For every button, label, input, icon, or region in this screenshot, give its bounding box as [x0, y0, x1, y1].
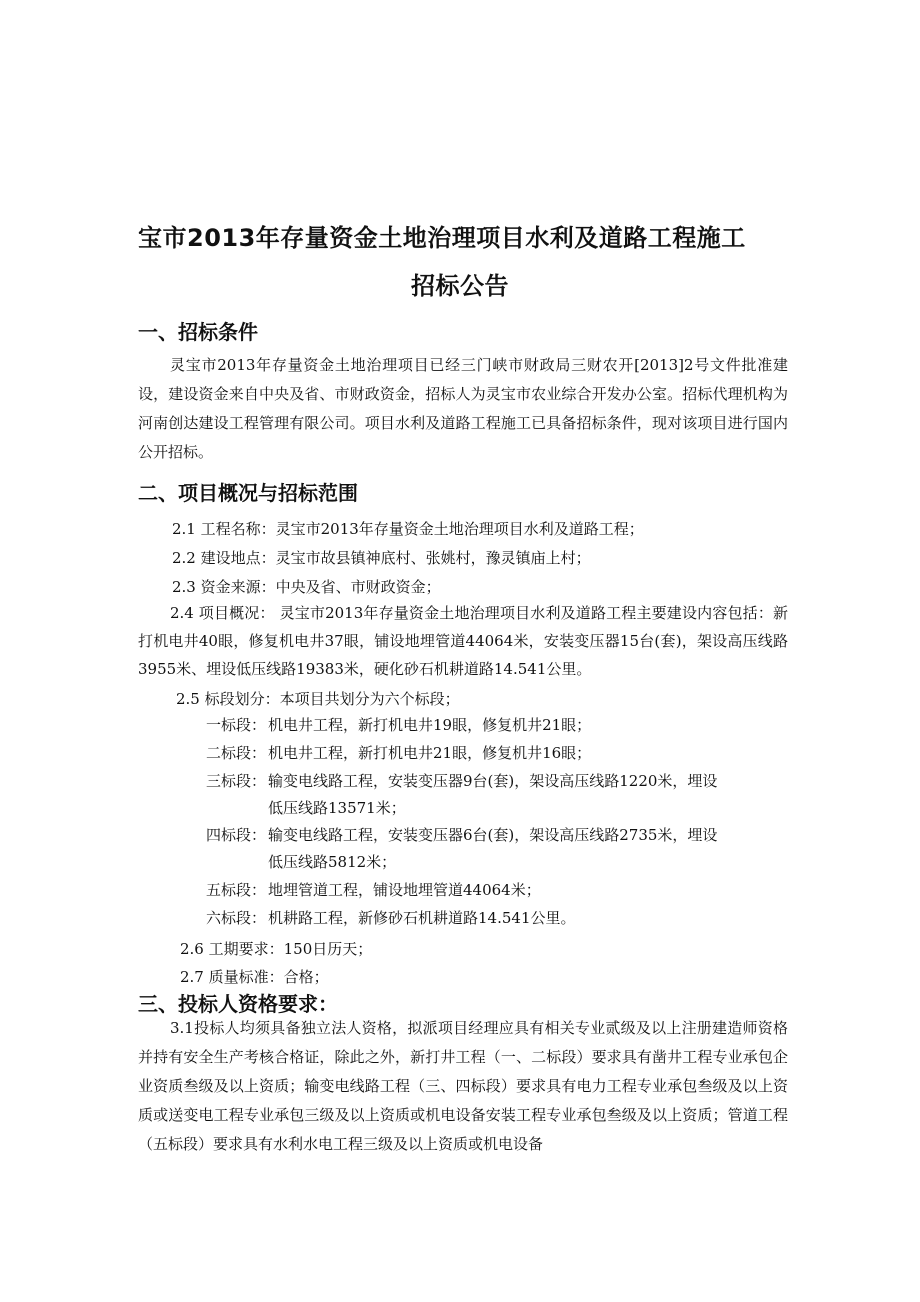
item-2-2: 2.2 建设地点：灵宝市故县镇神底村、张姚村，豫灵镇庙上村； — [172, 549, 591, 567]
item-2-3: 2.3 资金来源：中央及省、市财政资金； — [172, 578, 441, 596]
lot-4 — [206, 822, 726, 876]
document-title-line1: 宝市2013年存量资金土地治理项目水利及道路工程施工 — [138, 224, 746, 252]
lot-label: 四标段： — [206, 826, 267, 844]
section3-heading: 三、投标人资格要求： — [138, 992, 338, 1016]
lot-3 — [206, 768, 726, 822]
item-2-1: 2.1 工程名称：灵宝市2013年存量资金土地治理项目水利及道路工程； — [172, 520, 644, 538]
lot-text: 输变电线路工程，安装变压器6台(套)，架设高压线路2735米，埋设低压线路5812米； — [268, 826, 718, 871]
lot-label: 一标段： — [206, 716, 267, 734]
lot-label: 三标段： — [206, 772, 267, 790]
lot-text: 机电井工程，新打机电井19眼，修复机井21眼； — [268, 716, 592, 734]
lot-text: 输变电线路工程，安装变压器9台(套)，架设高压线路1220米，埋设低压线路13571米； — [268, 772, 718, 817]
lot-label: 二标段： — [206, 744, 267, 762]
section1-heading: 一、招标条件 — [138, 320, 258, 344]
section1-paragraph: 灵宝市2013年存量资金土地治理项目已经三门峡市财政局三财农开[2013]2号文件批准建设，建设资金来自中央及省、市财政资金，招标人为灵宝市农业综合开发办公室。招标代理机构为河南创达建设工程管理有限公司。项目水利及道路工程施工已具备招标条件，现对该项目进行国内公开招标。 — [138, 356, 788, 461]
item-2-6: 2.6 工期要求：150日历天； — [180, 940, 373, 958]
lot-6 — [206, 905, 726, 932]
section2-heading: 二、项目概况与招标范围 — [138, 481, 358, 505]
section3-paragraph: 3.1投标人均须具备独立法人资格，拟派项目经理应具有相关专业贰级及以上注册建造师资格并持有安全生产考核合格证，除此之外，新打井工程（一、二标段）要求具有凿井工程专业承包企业资质叁级及以上资质；输变电线路工程（三、四标段）要求具有电力工程专业承包叁级及以上资质或送变电工程专业承包三级及以上资质或机电设备安装工程专业承包叁级及以上资质；管道工程（五标段）要求具有水利水电工程三级及以上资质或机电设备 — [138, 1019, 788, 1153]
lot-2 — [206, 740, 726, 767]
item-2-4: 2.4 项目概况： 灵宝市2013年存量资金土地治理项目水利及道路工程主要建设内容包括：新打机电井40眼，修复机电井37眼，铺设地埋管道44064米，安装变压器15台(套)，架设高压线路3955米、埋设低压线路19383米，硬化砂石机耕道路14.541公里。 — [138, 604, 788, 678]
lot-label: 五标段： — [206, 881, 267, 899]
item-2-7: 2.7 质量标准：合格； — [180, 968, 329, 986]
lot-5 — [206, 877, 726, 904]
lot-text: 机耕路工程，新修砂石机耕道路14.541公里。 — [268, 909, 576, 927]
lot-1 — [206, 712, 726, 739]
item-2-5: 2.5 标段划分：本项目共划分为六个标段； — [176, 690, 460, 708]
lot-text: 地埋管道工程，铺设地埋管道44064米； — [268, 881, 541, 899]
document-title-line2: 招标公告 — [411, 272, 509, 300]
lot-text: 机电井工程，新打机电井21眼，修复机井16眼； — [268, 744, 592, 762]
lot-label: 六标段： — [206, 909, 267, 927]
